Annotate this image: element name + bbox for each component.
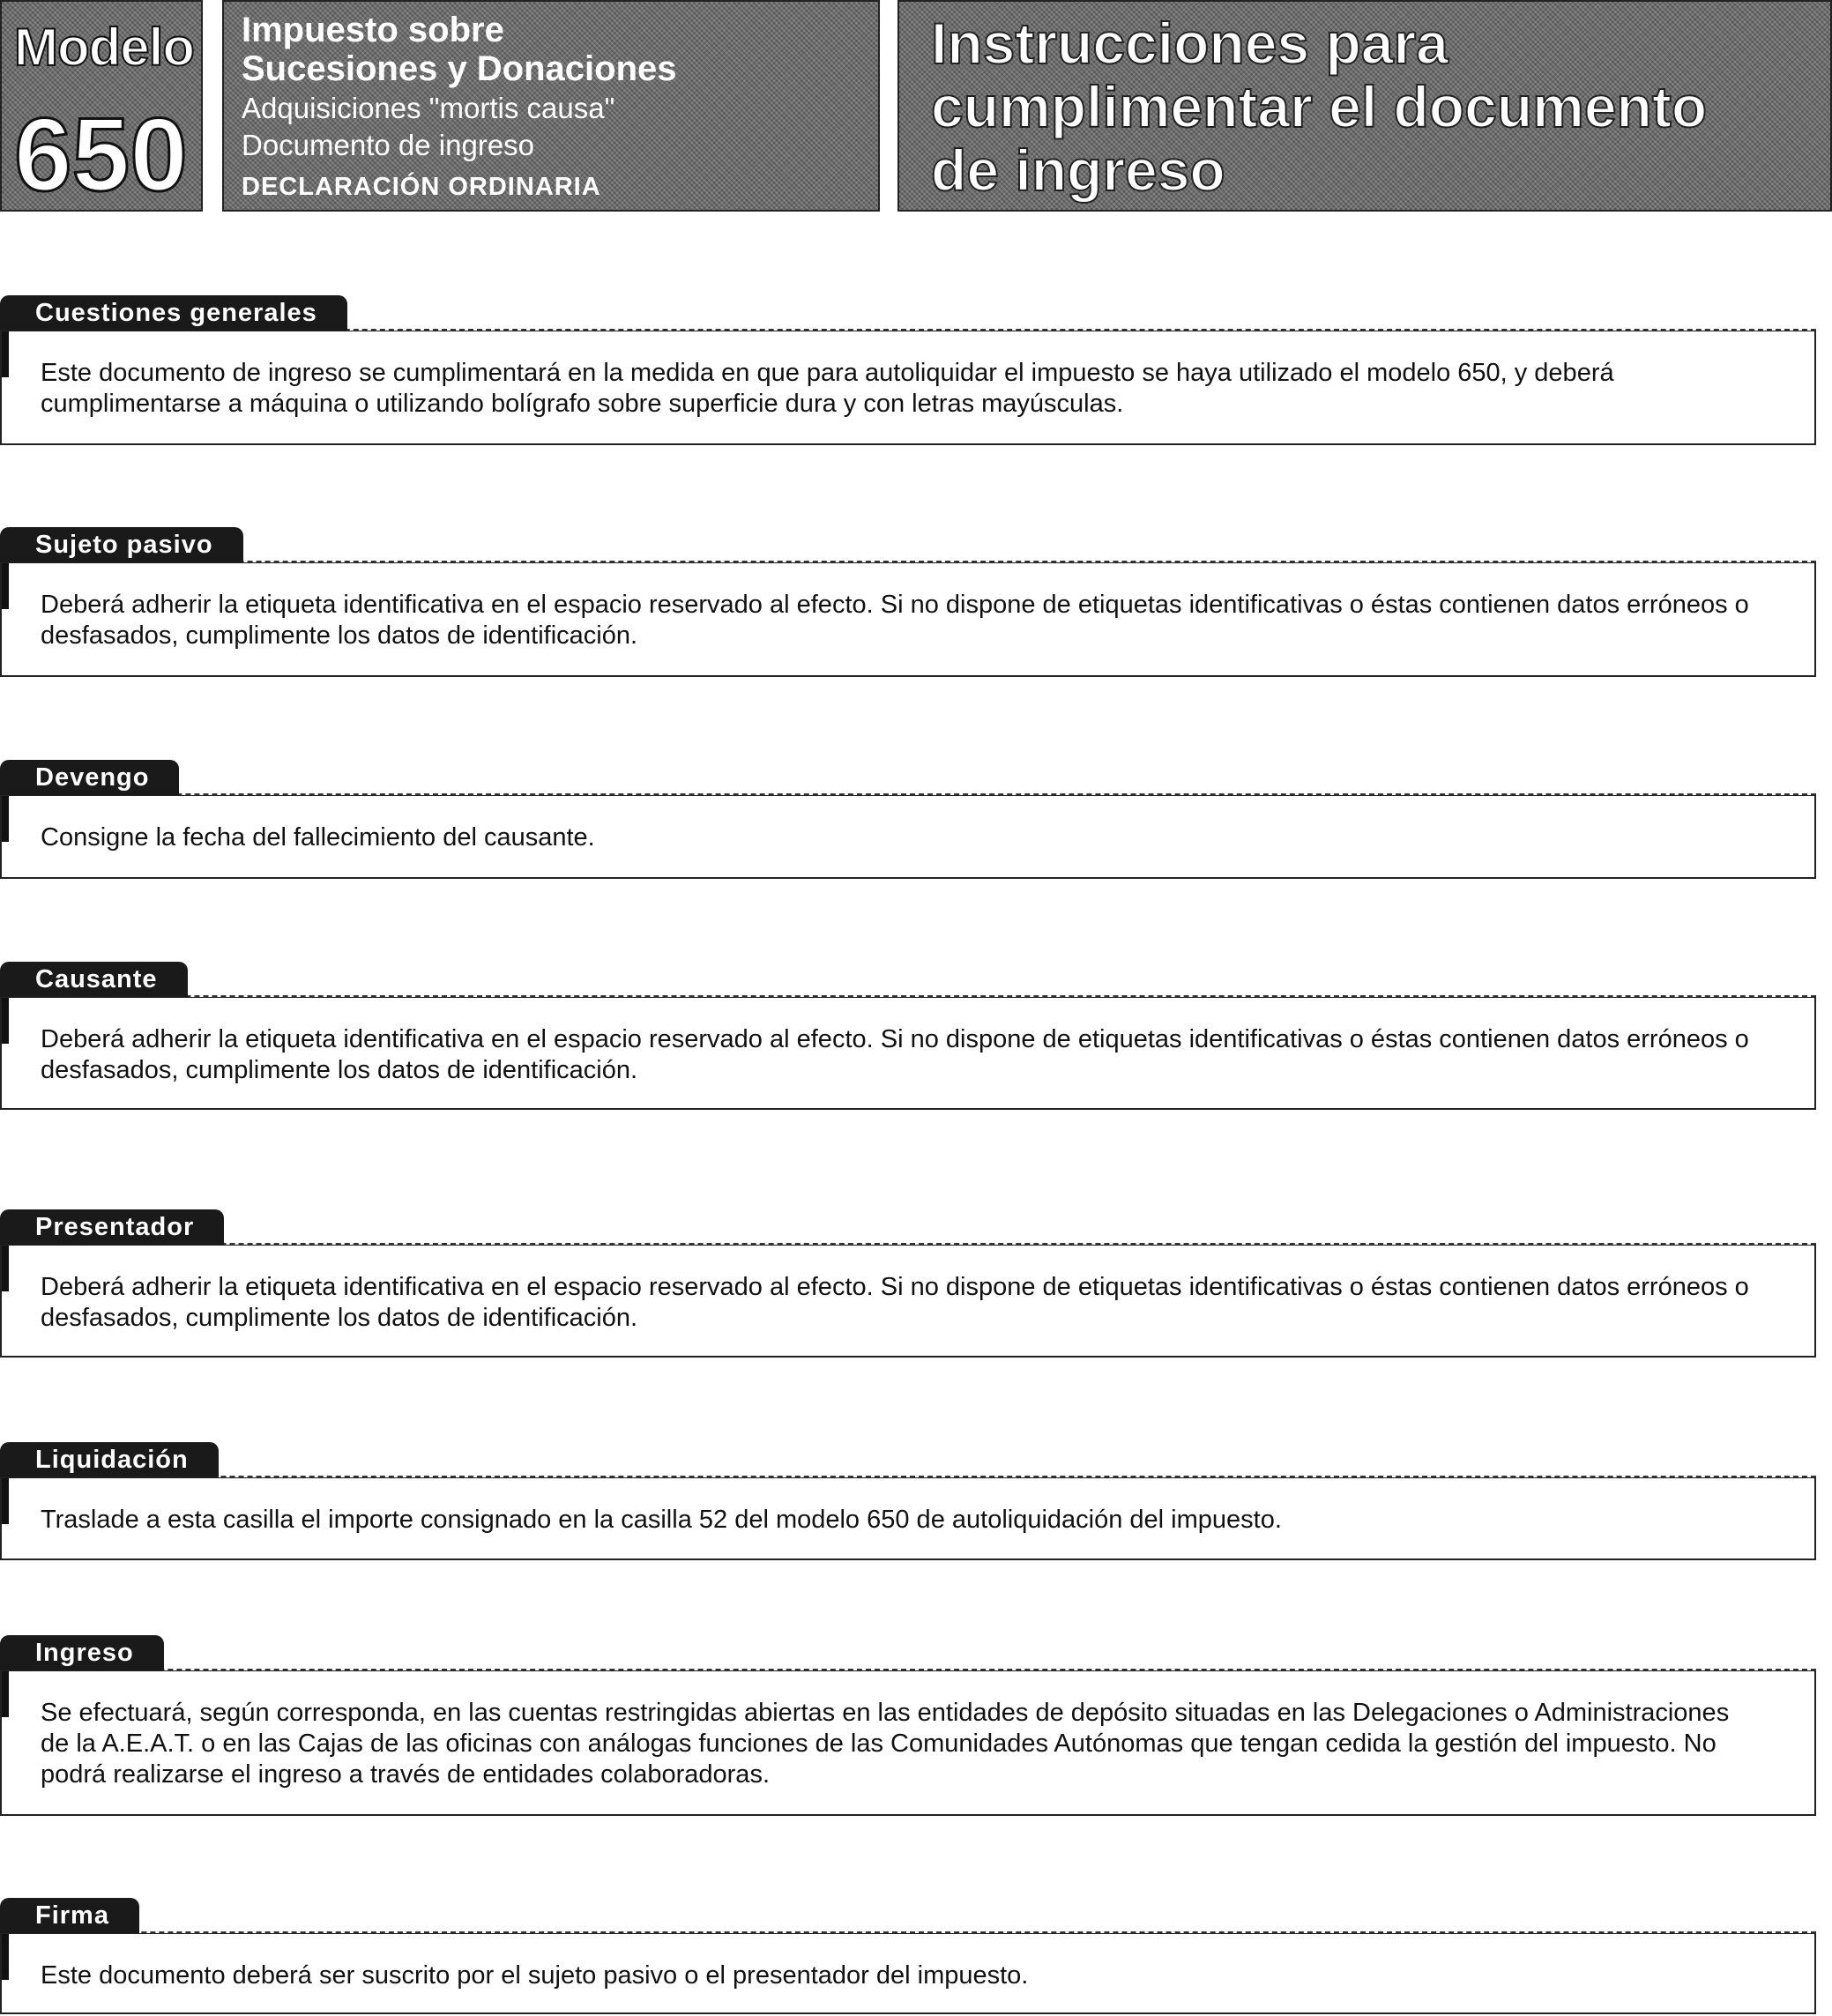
section-title: Sujeto pasivo — [0, 527, 243, 562]
section-causante — [0, 962, 1816, 1110]
section-text: Deberá adherir la etiqueta identificativa en el espacio reservado al efecto. Si no dispone de etiquetas identificativas o éstas contienen datos erróneos o desfasados, cumplimente los datos de identificación. — [41, 1025, 1749, 1084]
tax-title-block — [222, 0, 880, 212]
section-box — [0, 562, 1816, 677]
section-title: Liquidación — [0, 1442, 219, 1477]
section-box — [0, 1477, 1816, 1560]
section-title: Devengo — [0, 760, 179, 795]
instructions-title-line-1: Instrucciones para — [931, 11, 1448, 76]
tax-title-line-1: Impuesto sobre — [242, 11, 504, 49]
tax-subtitle-3: DECLARACIÓN ORDINARIA — [242, 173, 601, 201]
section-title: Firma — [0, 1898, 139, 1933]
section-title: Cuestiones generales — [0, 295, 347, 331]
section-box — [0, 1933, 1816, 2014]
section-title: Ingreso — [0, 1635, 164, 1670]
section-firma — [0, 1898, 1816, 2014]
section-text: Se efectuará, según corresponda, en las cuentas restringidas abiertas en las entidades de depósito situadas en las Delegaciones o Administraciones de la A.E.A.T. o en las Cajas de las oficinas con análogas funciones de las Comunidades Autónomas que tengan cedida la gestión del impuesto. No podrá realizarse el ingreso a través de entidades colaboradoras. — [41, 1699, 1730, 1789]
section-text: Traslade a esta casilla el importe consignado en la casilla 52 del modelo 650 de autoliquidación del impuesto. — [41, 1506, 1282, 1534]
section-text: Consigne la fecha del fallecimiento del causante. — [41, 823, 595, 852]
section-box — [0, 1670, 1816, 1816]
section-title: Causante — [0, 962, 188, 997]
section-sujeto-pasivo — [0, 527, 1816, 677]
model-badge — [0, 0, 203, 212]
section-box — [0, 331, 1816, 445]
section-text: Deberá adherir la etiqueta identificativa en el espacio reservado al efecto. Si no dispone de etiquetas identificativas o éstas contienen datos erróneos o desfasados, cumplimente los datos de identificación. — [41, 1273, 1749, 1332]
instructions-title-line-2: cumplimentar el documento — [931, 74, 1708, 139]
section-box — [0, 1245, 1816, 1358]
instructions-title-block — [897, 0, 1832, 212]
section-devengo — [0, 760, 1816, 879]
model-number: 650 — [14, 97, 188, 213]
section-box — [0, 795, 1816, 879]
section-presentador — [0, 1209, 1816, 1358]
section-cuestiones-generales — [0, 295, 1816, 445]
section-title: Presentador — [0, 1209, 224, 1245]
model-label: Modelo — [14, 18, 194, 77]
tax-subtitle-1: Adquisiciones "mortis causa" — [242, 92, 615, 124]
tax-subtitle-2: Documento de ingreso — [242, 129, 535, 161]
instructions-title-line-3: de ingreso — [931, 138, 1225, 203]
tax-title-line-2: Sucesiones y Donaciones — [242, 49, 677, 88]
section-liquidacion — [0, 1442, 1816, 1560]
section-text: Este documento de ingreso se cumplimentará en la medida en que para autoliquidar el impuesto se haya utilizado el modelo 650, y deberá cumplimentarse a máquina o utilizando bolígrafo sobre superficie dura y con letras mayúsculas. — [41, 359, 1614, 418]
section-text: Este documento deberá ser suscrito por el sujeto pasivo o el presentador del impuesto. — [41, 1961, 1029, 1990]
section-box — [0, 997, 1816, 1110]
section-ingreso — [0, 1635, 1816, 1816]
section-text: Deberá adherir la etiqueta identificativa en el espacio reservado al efecto. Si no dispone de etiquetas identificativas o éstas contienen datos erróneos o desfasados, cumplimente los datos de identificación. — [41, 591, 1749, 650]
